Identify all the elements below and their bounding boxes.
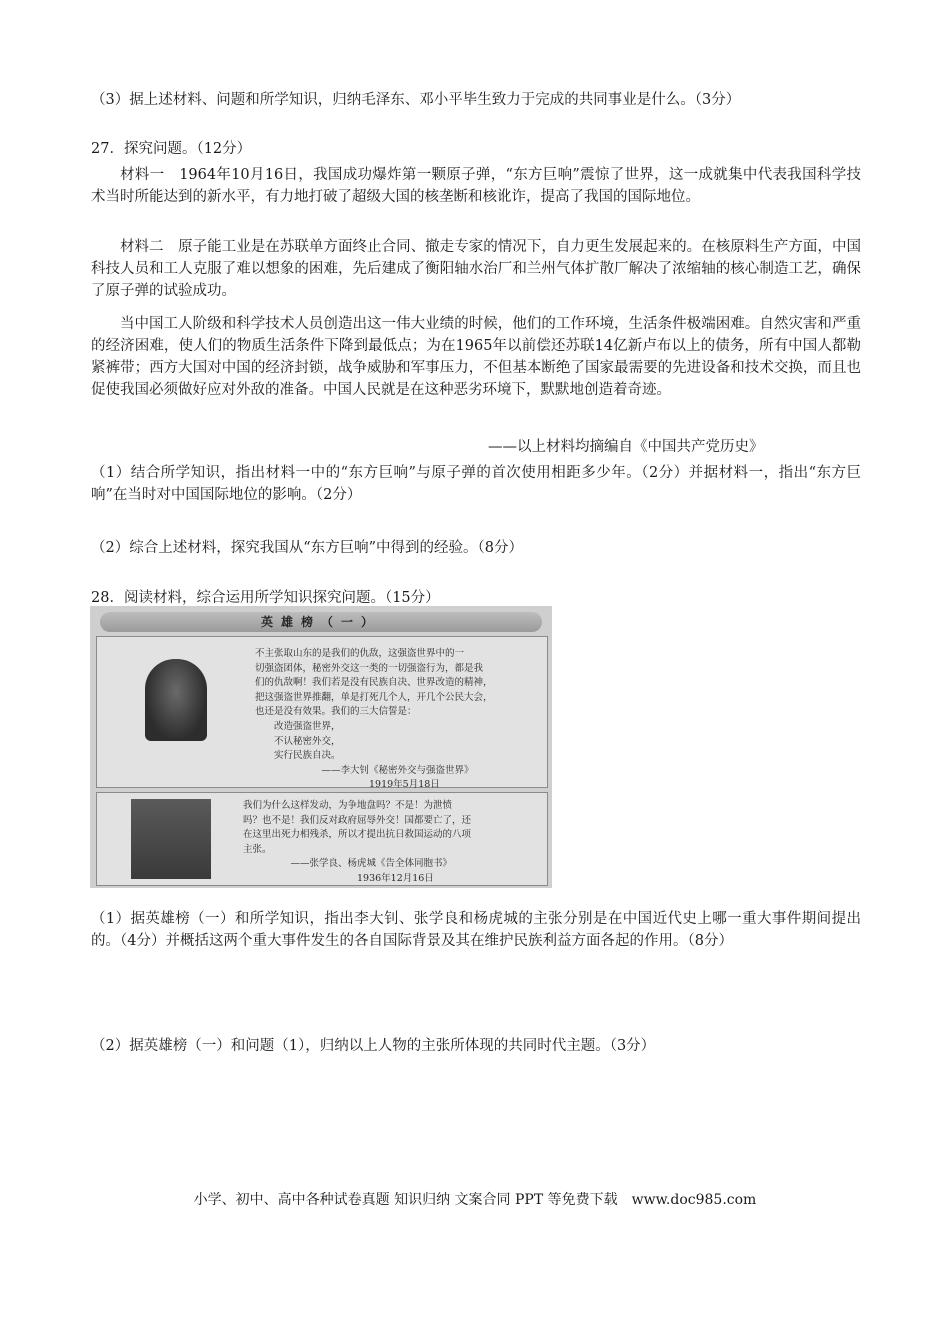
li-dazhao-quote-line: 实行民族自决。 [255, 750, 341, 762]
li-dazhao-quote-line: 切强盗团体，秘密外交这一类的一切强盗行为，都是我 [255, 662, 484, 674]
question-27-2: （2）综合上述材料，探究我国从“东方巨响”中得到的经验。（8分） [91, 540, 524, 556]
material-1: 材料一 1964年10月16日，我国成功爆炸第一颗原子弹，“东方巨响”震惊了世界，这一成就集中代表我国科学技术当时所能达到的新水平，有力地打破了超级大国的核垄断和核讹诈，提高了我国的国际地位。 [91, 167, 861, 205]
question-27-title: 27．探究问题。（12分） [91, 141, 252, 157]
li-dazhao-quote [255, 647, 493, 793]
zhang-yang-quote-line: 吗？也不是！我们反对政府屈辱外交！国都要亡了，还 [243, 814, 472, 826]
zhang-yang-quote [243, 799, 471, 887]
li-dazhao-portrait [145, 659, 207, 741]
li-dazhao-quote-line: 也还是没有效果。我们的三大信誓是： [255, 706, 417, 718]
zhang-yang-photo [131, 799, 211, 879]
zhang-yang-quote-line: 1936年12月16日 [243, 872, 434, 884]
material-2: 材料二 原子能工业是在苏联单方面终止合同、撤走专家的情况下，自力更生发展起来的。在核原料生产方面，中国科技人员和工人克服了难以想象的困难，先后建成了衡阳轴水治厂和兰州气体扩散厂解决了浓缩轴的核心制造工艺，确保了原子弹的试验成功。 [91, 239, 861, 299]
hero-card-li-dazhao [96, 636, 548, 791]
li-dazhao-quote-line: 们的仇敌啊！我们若是没有民族自决、世界改造的精神， [255, 677, 493, 689]
question-28-2: （2）据英雄榜（一）和问题（1），归纳以上人物的主张所体现的共同时代主题。（3分） [91, 1038, 656, 1054]
zhang-yang-quote-line: 在这里出死力相残杀，所以才提出抗日救国运动的八项 [243, 829, 472, 841]
hero-list-photo [90, 606, 552, 888]
question-26-3: （3）据上述材料、问题和所学知识，归纳毛泽东、邓小平毕生致力于完成的共同事业是什么。（3分） [91, 92, 741, 108]
li-dazhao-quote-line: 把这强盗世界推翻，单是打死几个人，开几个公民大会， [255, 691, 493, 703]
zhang-yang-quote-line: ——张学良、杨虎城《告全体同胞书》 [243, 858, 453, 870]
question-28-1: （1）据英雄榜（一）和所学知识，指出李大钊、张学良和杨虎城的主张分别是在中国近代史上哪一重大事件期间提出的。（4分）并概括这两个重大事件发生的各自国际背景及其在维护民族利益方面各起的作用。（8分） [91, 911, 861, 949]
material-source: ——以上材料均摘编自《中国共产党历史》 [488, 439, 764, 455]
page-footer: 小学、初中、高中各种试卷真题 知识归纳 文案合同 PPT 等免费下载 www.doc985.com [193, 1192, 757, 1208]
zhang-yang-quote-line: 主张。 [243, 843, 272, 855]
li-dazhao-quote-line: 1919年5月18日 [255, 779, 440, 791]
question-27-1: （1）结合所学知识，指出材料一中的“东方巨响”与原子弹的首次使用相距多少年。（2分）并据材料一，指出“东方巨响”在当时对中国国际地位的影响。（2分） [91, 465, 861, 503]
li-dazhao-quote-line: 不主张取山东的是我们的仇敌，这强盗世界中的一 [255, 648, 465, 659]
li-dazhao-quote-line: 不认秘密外交， [255, 735, 341, 747]
material-3: 当中国工人阶级和科学技术人员创造出这一伟大业绩的时候，他们的工作环境，生活条件极端困难。自然灾害和严重的经济困难，使人们的物质生活条件下降到最低点；为在1965年以前偿还苏联14亿新卢布以上的债务，所有中国人都勒紧裤带；西方大国对中国的经济封锁，战争威胁和军事压力，不但基本断绝了国家最需要的先进设备和技术交换，而且也促使我国必须做好应对外敌的准备。中国人民就是在这种恶劣环境下，默默地创造着奇迹。 [91, 316, 861, 398]
li-dazhao-quote-line: ——李大钊《秘密外交与强盗世界》 [255, 764, 474, 776]
hero-card-zhang-yang [96, 792, 548, 886]
question-28-title: 28．阅读材料，综合运用所学知识探究问题。（15分） [91, 590, 440, 606]
zhang-yang-quote-line: 我们为什么这样发动，为争地盘吗？不是！为泄愤 [243, 800, 453, 811]
hero-list-banner: 英雄榜（一） [100, 612, 542, 632]
li-dazhao-quote-line: 改造强盗世界， [255, 720, 341, 732]
